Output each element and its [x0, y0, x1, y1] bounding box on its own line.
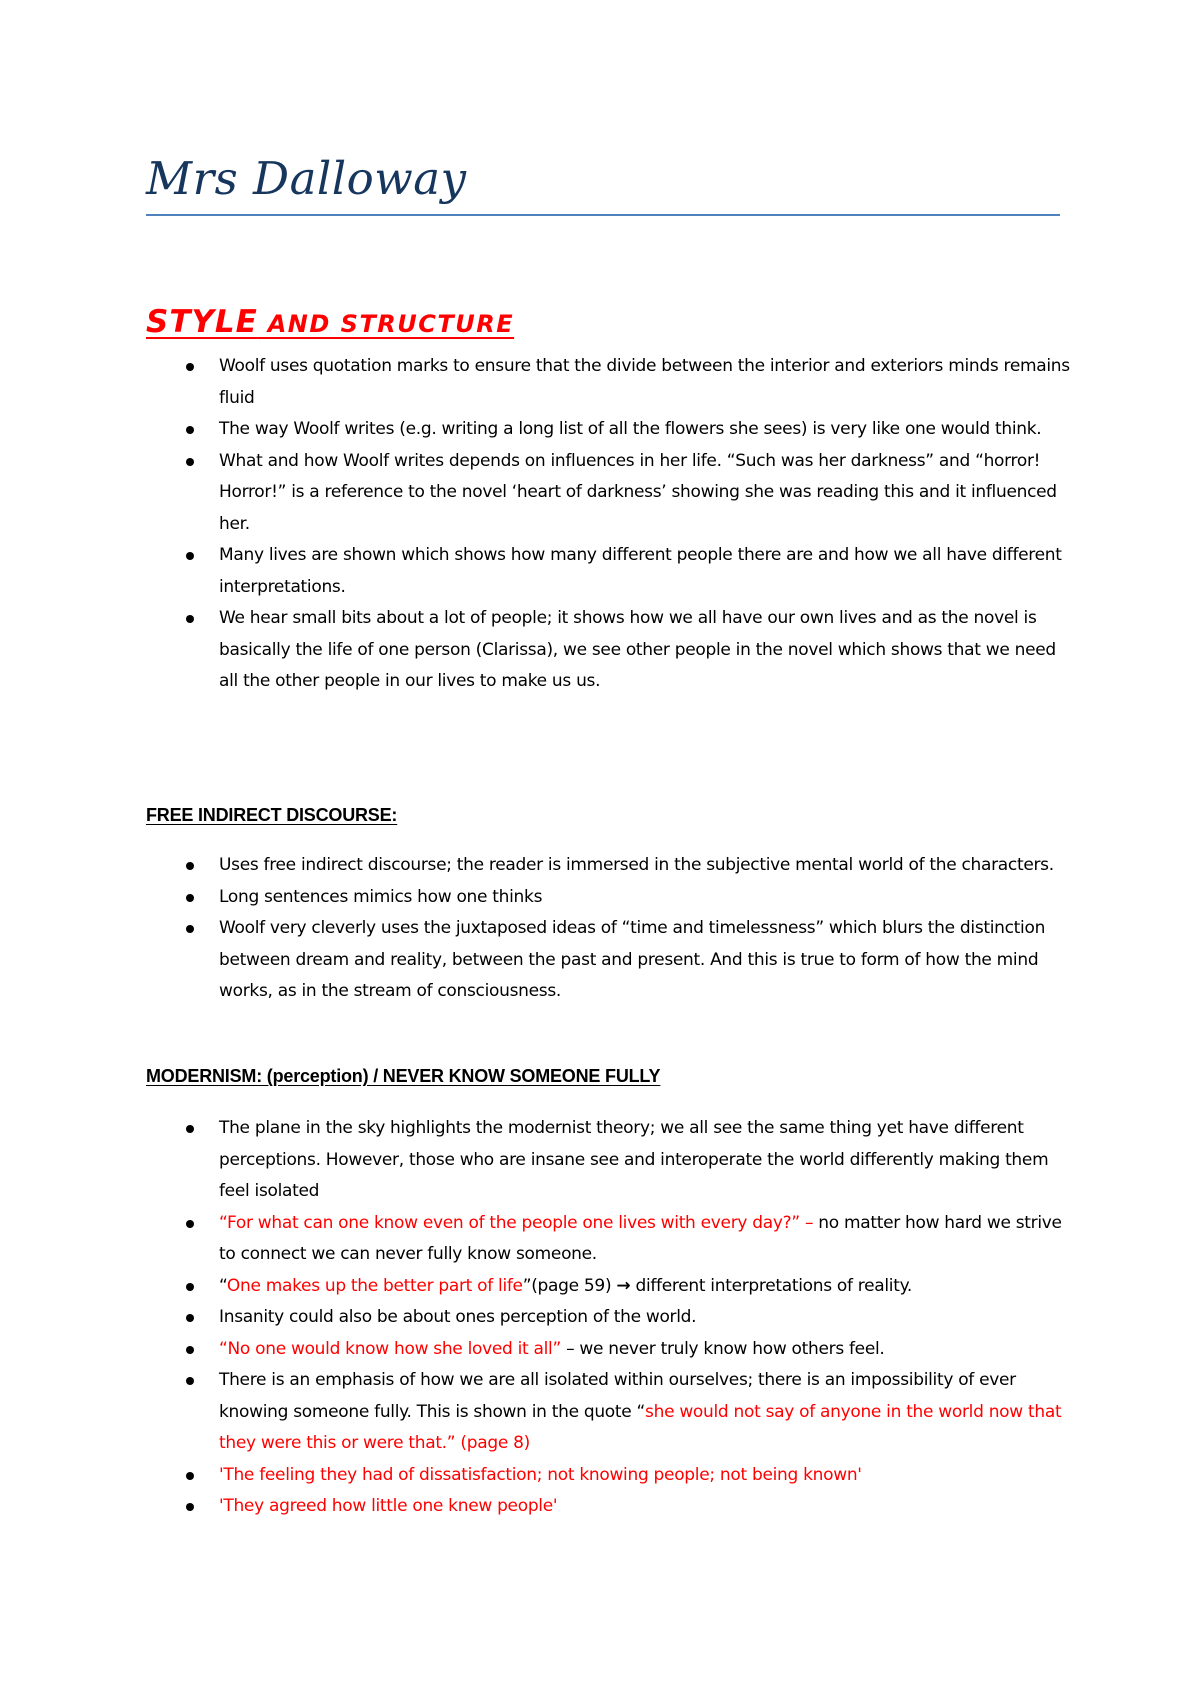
- list-item: [146, 351, 1070, 414]
- list-item-text: – we never truly know how others feel.: [560, 1338, 885, 1359]
- list-item-text: The way Woolf writes (e.g. writing a long list of all the flowers she sees) is very like one would think.: [219, 419, 1042, 439]
- list-item-text: Woolf uses quotation marks to ensure that the divide between the interior and exteriors minds remains fluid: [219, 356, 1070, 408]
- page-reference: ”(page 59): [522, 1275, 617, 1296]
- list-item-text: What and how Woolf writes depends on influences in her life. “Such was her darkness” and “horror! Horror!” is a reference to the novel ‘heart of darkness’ showing she was reading this and it influenced her.: [219, 450, 1057, 534]
- list-item-text: Uses free indirect discourse; the reader is immersed in the subjective mental world of the characters.: [219, 855, 1054, 875]
- right-arrow-icon: →: [616, 1275, 631, 1296]
- bullet-icon: [186, 1125, 194, 1133]
- list-item: [146, 1302, 1070, 1334]
- list-item-text: Many lives are shown which shows how many different people there are and how we all have different interpretations.: [219, 545, 1062, 597]
- style-structure-list: [146, 351, 1070, 698]
- list-item: [146, 1271, 1070, 1303]
- bullet-icon: [186, 862, 194, 870]
- list-item-text: different interpretations of reality.: [630, 1275, 913, 1296]
- quote-text: 'They agreed how little one knew people': [219, 1496, 558, 1516]
- section-heading-modernism: MODERNISM: (perception) / NEVER KNOW SOMEONE FULLY: [146, 1066, 661, 1086]
- bullet-icon: [186, 552, 194, 560]
- bullet-icon: [186, 1220, 194, 1228]
- bullet-icon: [186, 1283, 194, 1291]
- bullet-icon: [186, 363, 194, 371]
- bullet-icon: [186, 615, 194, 623]
- open-quote-mark: “: [219, 1275, 227, 1296]
- list-item: [146, 1365, 1070, 1460]
- list-item: [146, 1460, 1070, 1492]
- list-item: [146, 540, 1070, 603]
- section-heading-style-structure: [146, 304, 514, 340]
- free-indirect-discourse-list: [146, 850, 1070, 1008]
- quote-text: “For what can one know even of the people one lives with every day?” –: [219, 1212, 819, 1233]
- quote-text: One makes up the better part of life: [226, 1275, 523, 1296]
- quote-text: 'The feeling they had of dissatisfaction; not knowing people; not being known': [219, 1464, 862, 1485]
- list-item-text: The plane in the sky highlights the modernist theory; we all see the same thing yet have different perceptions. However, those who are insane see and interoperate the world differently making them feel isolated: [219, 1118, 1049, 1201]
- list-item: [146, 1113, 1070, 1208]
- bullet-icon: [186, 1377, 194, 1385]
- list-item: [146, 603, 1070, 698]
- modernism-list: [146, 1113, 1070, 1523]
- list-item-text: There is an emphasis of how we are all isolated within ourselves; there is an impossibility of ever knowing someone fully. This is shown in the quote “: [219, 1370, 1016, 1422]
- bullet-icon: [186, 458, 194, 466]
- list-item: [146, 913, 1070, 1008]
- list-item: [146, 1334, 1070, 1366]
- title-underline-rule: [146, 214, 1060, 216]
- list-item-text: Insanity could also be about ones perception of the world.: [219, 1307, 697, 1327]
- bullet-icon: [186, 1346, 194, 1354]
- bullet-icon: [186, 426, 194, 434]
- list-item: [146, 414, 1070, 446]
- list-item-text: Long sentences mimics how one thinks: [219, 886, 543, 907]
- quote-text: she would not say of anyone in the world now that they were this or were that.” (page 8): [219, 1401, 1062, 1453]
- list-item: [146, 882, 1070, 914]
- list-item-text: We hear small bits about a lot of people; it shows how we all have our own lives and as the novel is basically the life of one person (Clarissa), we see other people in the novel which shows that we need all the other people in our lives to make us us.: [219, 608, 1056, 691]
- bullet-icon: [186, 1472, 194, 1480]
- list-item: [146, 1208, 1070, 1271]
- list-item-text: no matter how hard we strive to connect we can never fully know someone.: [219, 1212, 1062, 1264]
- quote-text: “No one would know how she loved it all”: [219, 1338, 561, 1359]
- list-item-text: Woolf very cleverly uses the juxtaposed ideas of “time and timelessness” which blurs the distinction between dream and reality, between the past and present. And this is true to form of how the mind works, as in the stream of consciousness.: [219, 918, 1046, 1001]
- bullet-icon: [186, 1314, 194, 1322]
- list-item: [146, 446, 1070, 541]
- document-title: Mrs Dalloway: [146, 152, 467, 205]
- section-heading-free-indirect-discourse: FREE INDIRECT DISCOURSE:: [146, 805, 398, 825]
- list-item: [146, 1491, 1070, 1523]
- list-item: [146, 850, 1070, 882]
- bullet-icon: [186, 925, 194, 933]
- bullet-icon: [186, 894, 194, 902]
- bullet-icon: [186, 1503, 194, 1511]
- section-heading-structure-words: AND STRUCTURE: [257, 310, 515, 338]
- section-heading-style-word: STYLE: [146, 304, 258, 340]
